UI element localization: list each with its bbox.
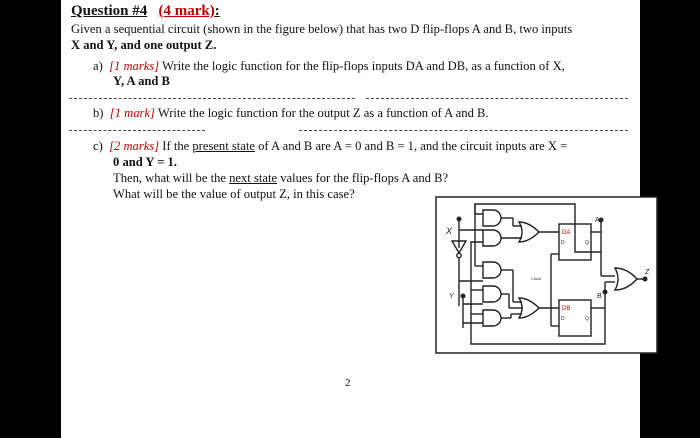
answer-divider bbox=[69, 130, 205, 131]
answer-divider bbox=[69, 98, 355, 99]
page-number: 2 bbox=[345, 377, 351, 389]
part-c-marks: [2 marks] bbox=[109, 139, 160, 153]
part-c-line-1 bbox=[93, 139, 567, 154]
part-b-text: Write the logic function for the output Z as a function of A and B. bbox=[157, 106, 489, 120]
circuit-diagram bbox=[435, 196, 658, 354]
part-c-line-3-pre: Then, what will be the bbox=[113, 171, 226, 185]
part-c-label: c) bbox=[93, 139, 103, 153]
input-y-label: Y bbox=[449, 293, 454, 300]
part-c-present-state: present state bbox=[192, 139, 255, 153]
part-a-line-2: Y, A and B bbox=[113, 74, 170, 88]
clock-label: Clock bbox=[531, 276, 542, 281]
intro-line-1: Given a sequential circuit (shown in the figure below) that has two D flip-flops A and B, two inputs bbox=[71, 22, 573, 36]
ff-b-q: Q bbox=[585, 316, 589, 322]
part-a-text-1: Write the logic function for the flip-flops inputs DA and DB, as a function of X, bbox=[162, 59, 565, 73]
part-a-label: a) bbox=[93, 59, 103, 73]
part-c-text-pre: If the bbox=[162, 139, 190, 153]
question-marks: (4 mark) bbox=[158, 3, 215, 19]
ff-a-q: Q bbox=[585, 240, 589, 246]
part-c-line-3 bbox=[113, 171, 448, 186]
part-b-marks: [1 mark] bbox=[109, 106, 155, 120]
question-colon: : bbox=[214, 3, 220, 19]
part-c-line-2: 0 and Y = 1. bbox=[113, 155, 177, 169]
part-b-line bbox=[93, 106, 489, 121]
part-a-marks: [1 marks] bbox=[109, 59, 160, 73]
part-c-line-3-post: values for the flip-flops A and B? bbox=[280, 171, 449, 185]
output-a-label: A bbox=[595, 217, 600, 224]
intro-line-2: X and Y, and one output Z. bbox=[71, 38, 217, 52]
part-a-line-1 bbox=[93, 59, 565, 74]
output-b-label: B bbox=[597, 293, 602, 300]
ff-a-d: D bbox=[561, 240, 565, 246]
ff-a-label: DA bbox=[562, 230, 571, 236]
input-x-label: X bbox=[446, 226, 453, 236]
answer-divider bbox=[299, 130, 628, 131]
part-b-label: b) bbox=[93, 106, 104, 120]
document-page bbox=[61, 0, 650, 438]
part-c-text-post: of A and B are A = 0 and B = 1, and the circuit inputs are X = bbox=[258, 139, 568, 153]
ff-b-d: D bbox=[561, 316, 565, 322]
ff-b-label: DB bbox=[562, 306, 571, 312]
diagram-frame bbox=[436, 197, 657, 353]
output-z-label: Z bbox=[645, 269, 650, 276]
question-title: Question #4 bbox=[71, 3, 148, 19]
answer-divider bbox=[366, 98, 628, 99]
question-heading bbox=[71, 3, 220, 20]
part-c-next-state: next state bbox=[229, 171, 278, 185]
part-c-line-4: What will be the value of output Z, in this case? bbox=[113, 187, 355, 201]
